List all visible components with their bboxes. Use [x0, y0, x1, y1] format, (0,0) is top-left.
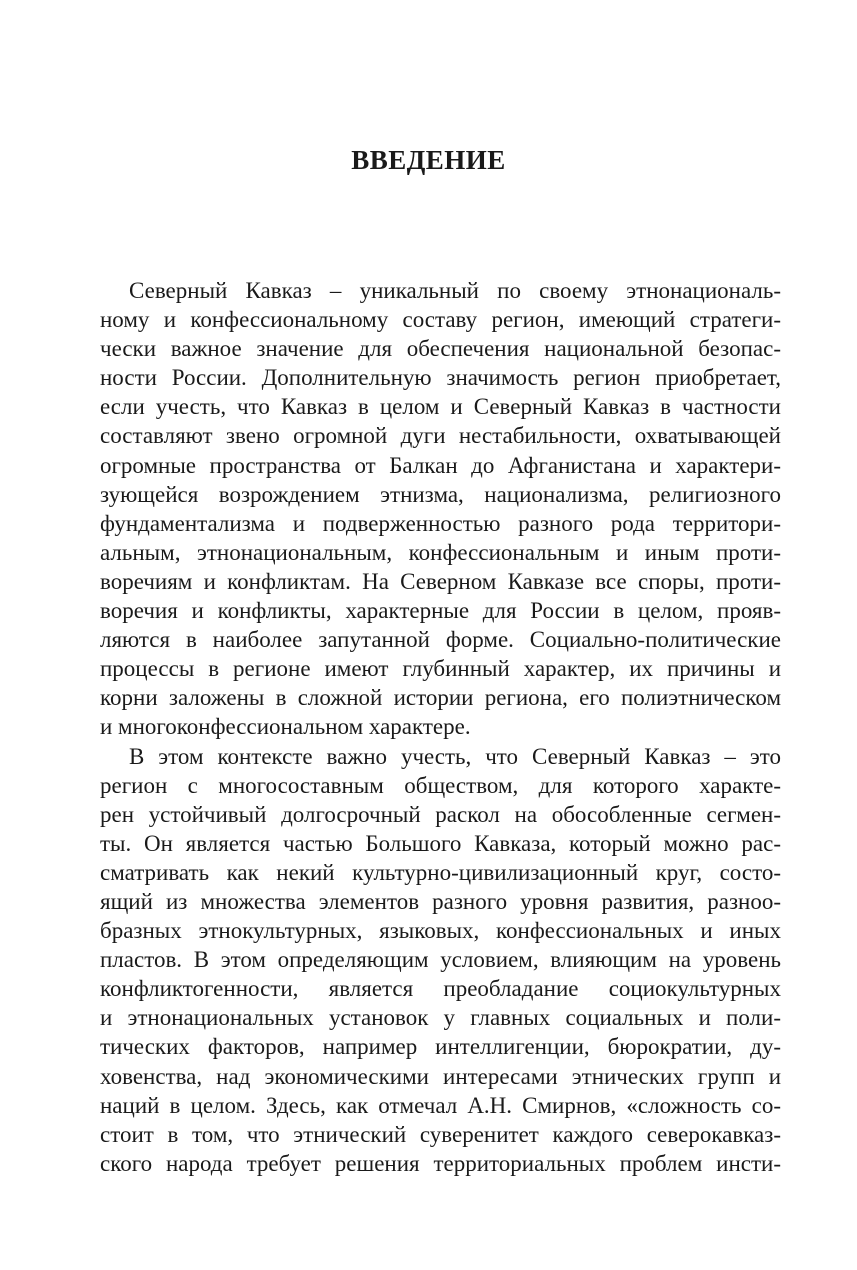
text-line: ящий из множества элементов разного уровня развития, разноо-: [100, 888, 781, 914]
text-line: составляют звено огромной дуги нестабильности, охватывающей: [100, 423, 781, 449]
text-line: стоит в том, что этнический суверенитет каждого северокавказ-: [100, 1121, 781, 1147]
text-line: сматривать как некий культурно-цивилизационный круг, состо-: [100, 859, 781, 885]
text-line: воречия и конфликты, характерные для России в целом, прояв-: [100, 598, 781, 624]
paragraph: [100, 276, 781, 742]
text-line: Северный Кавказ – уникальный по своему этнонациональ-: [129, 278, 781, 303]
text-line: зующейся возрождением этнизма, национализма, религиозного: [100, 481, 781, 507]
text-line: огромные пространства от Балкан до Афганистана и характери-: [100, 452, 781, 478]
text-line: пластов. В этом определяющим условием, влияющим на уровень: [100, 947, 781, 973]
text-line: корни заложены в сложной истории региона, его полиэтническом: [100, 685, 781, 711]
text-line: фундаментализма и подверженностью разного рода территори-: [100, 510, 781, 536]
text-line: ности России. Дополнительную значимость регион приобретает,: [100, 365, 781, 391]
text-line: чески важное значение для обеспечения национальной безопас-: [100, 336, 781, 362]
text-line: ховенства, над экономическими интересами этнических групп и: [100, 1063, 781, 1089]
text-line: ского народа требует решения территориальных проблем инсти-: [100, 1150, 781, 1176]
text-line: воречиям и конфликтам. На Северном Кавказе все споры, проти-: [100, 568, 781, 594]
text-line: конфликтогенности, является преобладание социокультурных: [100, 976, 781, 1002]
text-line: ляются в наиболее запутанной форме. Социально-политические: [100, 627, 781, 653]
text-line: и многоконфессиональном характере.: [100, 714, 471, 740]
text-line: рен устойчивый долгосрочный раскол на обособленные сегмен-: [100, 801, 781, 827]
text-line: если учесть, что Кавказ в целом и Северный Кавказ в частности: [100, 394, 781, 420]
text-line: процессы в регионе имеют глубинный характер, их причины и: [100, 656, 781, 682]
body-text: [100, 276, 781, 1178]
text-line: наций в целом. Здесь, как отмечал А.Н. Смирнов, «сложность со-: [100, 1092, 781, 1118]
text-line: альным, этнонациональным, конфессиональным и иным проти-: [100, 539, 781, 565]
text-line: В этом контексте важно учесть, что Северный Кавказ – это: [129, 743, 781, 769]
text-line: тических факторов, например интеллигенции, бюрократии, ду-: [100, 1034, 781, 1060]
text-line: бразных этнокультурных, языковых, конфессиональных и иных: [100, 918, 781, 944]
page-title: ВВЕДЕНИЕ: [351, 145, 506, 175]
text-line: и этнонациональных установок у главных социальных и поли-: [100, 1005, 781, 1031]
text-line: ты. Он является частью Большого Кавказа, который можно рас-: [100, 830, 781, 856]
text-line: ному и конфессиональному составу регион, имеющий стратеги-: [100, 307, 781, 333]
paragraph: [100, 742, 781, 1178]
text-line: регион с многосоставным обществом, для которого характе-: [100, 772, 781, 798]
